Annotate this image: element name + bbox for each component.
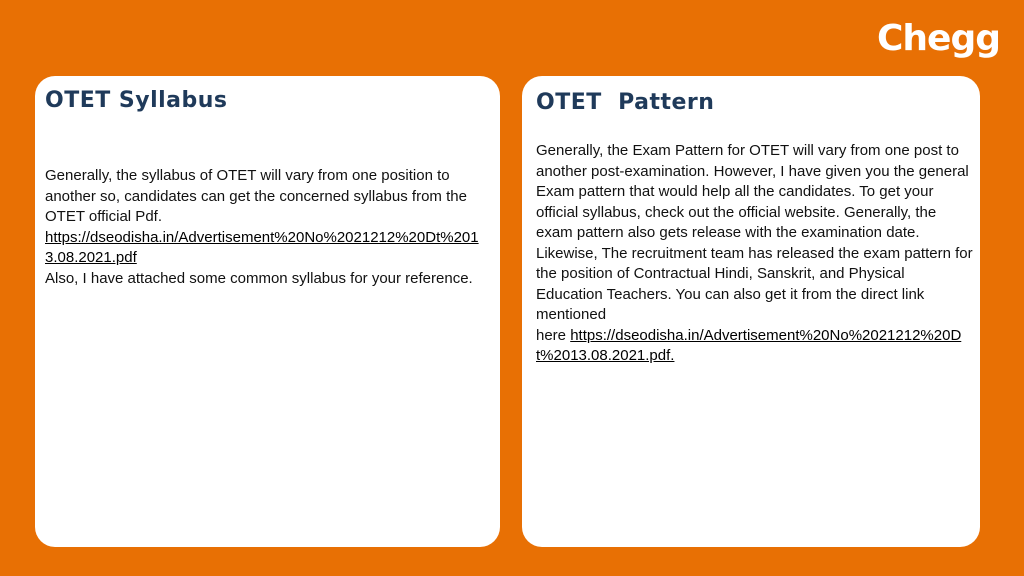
pattern-pdf-link[interactable]: https://dseodisha.in/Advertisement%20No%2021212%20Dt%2013.08.2021.pdf. <box>536 326 962 364</box>
syllabus-intro: Generally, the syllabus of OTET will vary from one position to another so, candidates can get the concerned syllabus from the OTET official Pdf. <box>45 167 467 225</box>
syllabus-title: OTET Syllabus <box>45 88 228 113</box>
chegg-logo: Chegg <box>876 18 1000 59</box>
pattern-text: Generally, the Exam Pattern for OTET will vary from one post to another post-examination. However, I have given you the general Exam pattern that would help all the candidates. To get your official syllabus, check out the official website. Generally, the exam pattern also gets release with the examination date. Likewise, The recruitment team has released the exam pattern for the position of Contractual Hindi, Sanskrit, and Physical Education Teachers. You can also get it from the direct link mentioned <box>536 142 973 323</box>
syllabus-outro: Also, I have attached some common syllabus for your reference. <box>45 269 473 287</box>
pattern-title: OTET Pattern <box>536 90 715 115</box>
pattern-link-prefix: here <box>536 326 571 344</box>
syllabus-body <box>45 166 490 289</box>
syllabus-pdf-link[interactable]: https://dseodisha.in/Advertisement%20No%2021212%20Dt%2013.08.2021.pdf <box>45 228 479 266</box>
pattern-body <box>536 141 974 367</box>
syllabus-card <box>35 76 500 547</box>
pattern-card <box>522 76 980 547</box>
